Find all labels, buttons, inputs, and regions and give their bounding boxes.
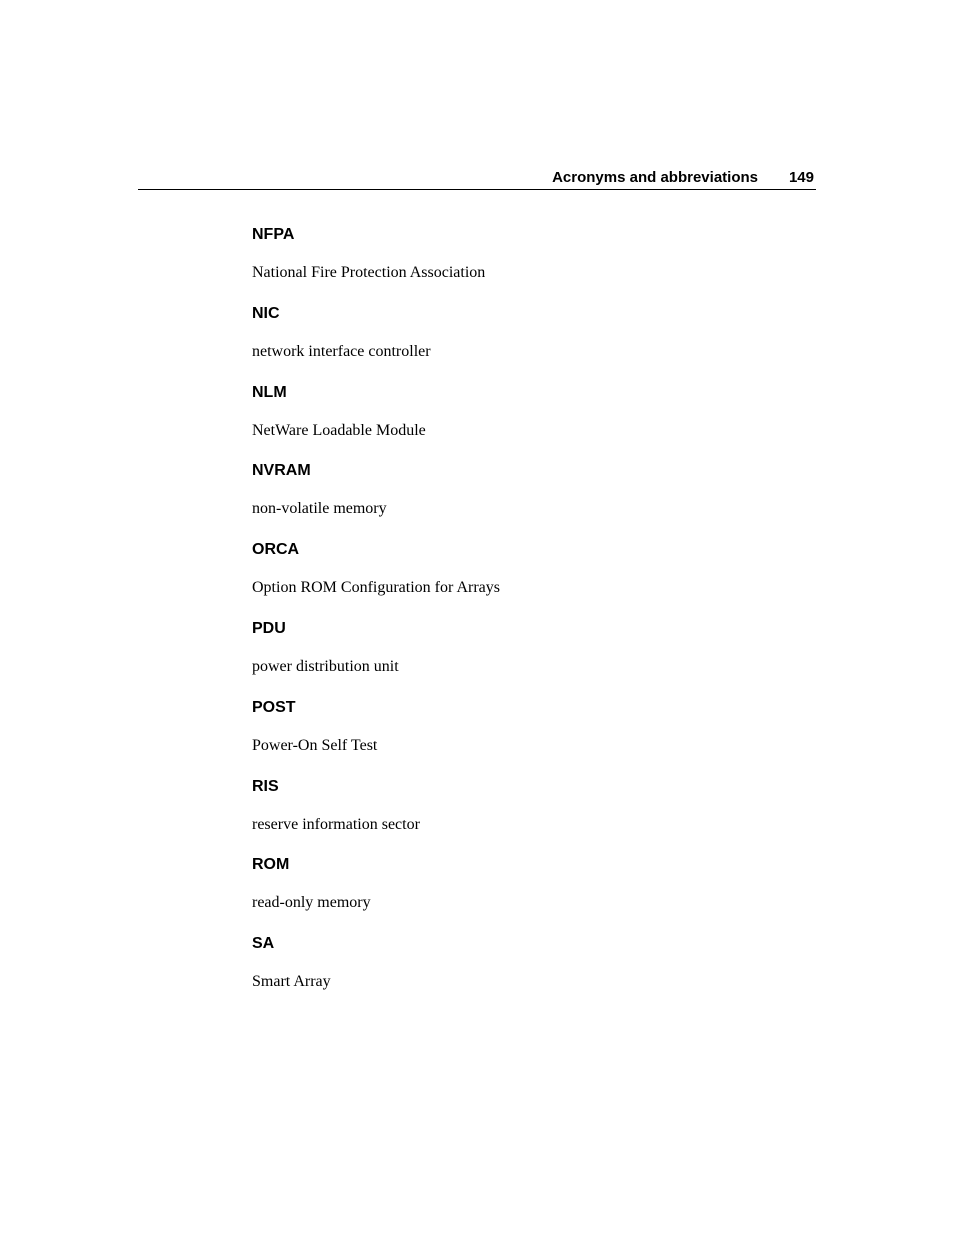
glossary-definition: network interface controller xyxy=(252,342,431,360)
glossary-term: PDU xyxy=(252,619,286,637)
glossary-entry-nfpa xyxy=(252,224,812,303)
glossary-term: NFPA xyxy=(252,226,295,243)
chapter-title: Acronyms and abbreviations xyxy=(552,169,758,186)
glossary-term: NLM xyxy=(252,383,287,401)
glossary-definition: Option ROM Configuration for Arrays xyxy=(252,579,500,597)
glossary-term: POST xyxy=(252,698,296,716)
glossary-definition: power distribution unit xyxy=(252,657,399,675)
running-header xyxy=(138,168,816,190)
glossary-entry-pdu xyxy=(252,618,812,697)
glossary-term: NVRAM xyxy=(252,462,311,480)
glossary-definition: Smart Array xyxy=(252,973,331,991)
glossary-definition: Power-On Self Test xyxy=(252,736,378,754)
glossary-entry-orca xyxy=(252,539,812,618)
glossary-entry-rom xyxy=(252,854,812,933)
page-number: 149 xyxy=(788,169,814,186)
glossary-definition: NetWare Loadable Module xyxy=(252,421,426,439)
glossary-entry-nic xyxy=(252,303,812,382)
glossary-definition: National Fire Protection Association xyxy=(252,264,486,281)
glossary-entry-nvram xyxy=(252,460,812,539)
glossary-definition: reserve information sector xyxy=(252,815,420,833)
glossary-entry-ris xyxy=(252,776,812,855)
glossary-term: RIS xyxy=(252,777,279,795)
glossary-term: SA xyxy=(252,935,275,953)
glossary-list xyxy=(252,224,812,1012)
glossary-term: NIC xyxy=(252,304,280,322)
glossary-entry-nlm xyxy=(252,382,812,461)
glossary-definition: read-only memory xyxy=(252,894,371,912)
glossary-term: ROM xyxy=(252,856,290,874)
glossary-entry-post xyxy=(252,697,812,776)
glossary-term: ORCA xyxy=(252,541,300,559)
glossary-entry-sa xyxy=(252,933,812,1012)
glossary-definition: non-volatile memory xyxy=(252,500,387,518)
